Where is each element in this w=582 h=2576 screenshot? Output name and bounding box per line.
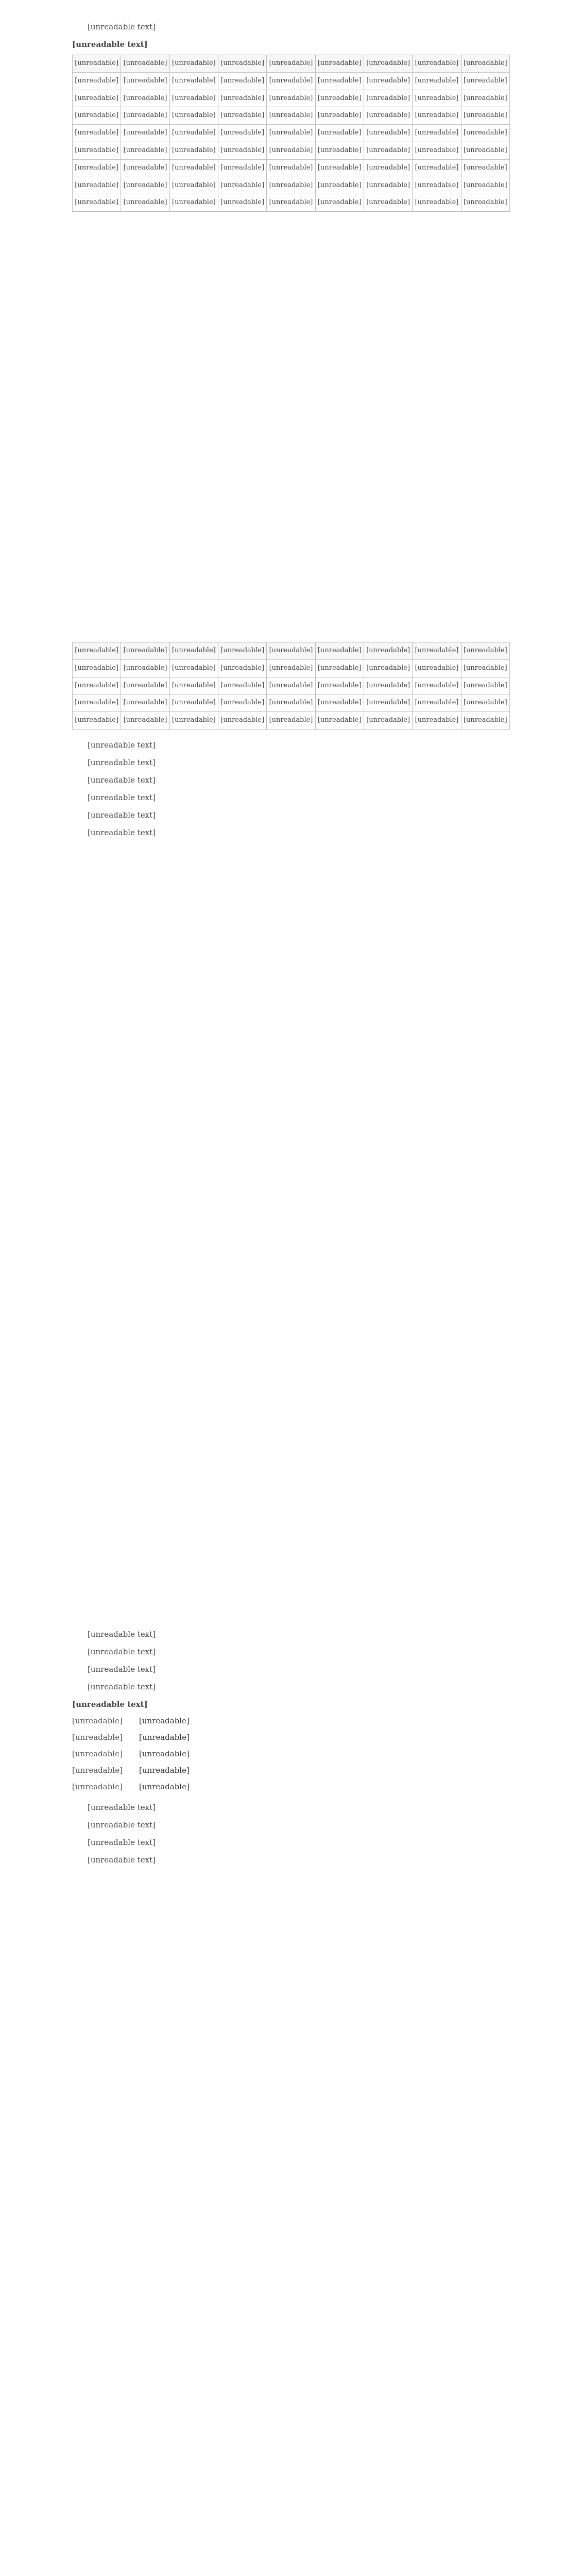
table-row	[73, 677, 510, 694]
table-cell: [unreadable]	[413, 159, 461, 177]
table-cell: [unreadable]	[413, 677, 461, 694]
paragraph: [unreadable text]	[88, 1647, 156, 1656]
table-header-cell: [unreadable]	[364, 55, 412, 73]
table-cell: [unreadable]	[315, 125, 364, 142]
table-cell: [unreadable]	[315, 194, 364, 212]
table-cell: [unreadable]	[73, 159, 121, 177]
table-cell: [unreadable]	[169, 712, 218, 730]
table-cell: [unreadable]	[364, 694, 412, 712]
table-cell: [unreadable]	[218, 194, 266, 212]
table-header-cell: [unreadable]	[169, 55, 218, 73]
table-cell: [unreadable]	[413, 72, 461, 90]
table-header-cell: [unreadable]	[73, 642, 121, 660]
bank-info-value: [unreadable]	[139, 1782, 190, 1791]
table-cell: [unreadable]	[267, 694, 315, 712]
table-cell: [unreadable]	[413, 659, 461, 677]
paragraph: [unreadable text]	[88, 1855, 156, 1865]
table-row	[73, 659, 510, 677]
table-cell: [unreadable]	[413, 194, 461, 212]
bank-info-value: [unreadable]	[139, 1749, 190, 1758]
paragraph: [unreadable text]	[88, 1803, 156, 1812]
document-page-3	[72, 1628, 510, 1871]
table-cell: [unreadable]	[315, 107, 364, 125]
table-header-row	[73, 55, 510, 73]
table-cell: [unreadable]	[315, 72, 364, 90]
table-cell: [unreadable]	[121, 125, 169, 142]
table-cell: [unreadable]	[364, 107, 412, 125]
table-cell: [unreadable]	[73, 90, 121, 107]
table-cell: [unreadable]	[461, 142, 509, 159]
table-row	[73, 142, 510, 159]
table-cell: [unreadable]	[315, 90, 364, 107]
bank-info-value: [unreadable]	[139, 1733, 190, 1742]
table-cell: [unreadable]	[73, 694, 121, 712]
bank-info	[72, 1715, 510, 1793]
table-cell: [unreadable]	[315, 142, 364, 159]
table-cell: [unreadable]	[413, 125, 461, 142]
table-header-cell: [unreadable]	[461, 642, 509, 660]
table-cell: [unreadable]	[73, 177, 121, 194]
table-row	[73, 694, 510, 712]
bid-sections-continued-table	[72, 642, 510, 730]
table-cell: [unreadable]	[364, 159, 412, 177]
table-cell: [unreadable]	[218, 107, 266, 125]
table-header-cell: [unreadable]	[218, 55, 266, 73]
bank-info-key: [unreadable]	[72, 1766, 123, 1775]
table-cell: [unreadable]	[218, 72, 266, 90]
document-page-1	[72, 21, 510, 221]
table-cell: [unreadable]	[364, 72, 412, 90]
table-header-cell: [unreadable]	[218, 642, 266, 660]
table-cell: [unreadable]	[169, 659, 218, 677]
table-cell: [unreadable]	[169, 142, 218, 159]
table-header-cell: [unreadable]	[315, 642, 364, 660]
table-header-cell: [unreadable]	[169, 642, 218, 660]
table-cell: [unreadable]	[218, 90, 266, 107]
table-header-cell: [unreadable]	[267, 55, 315, 73]
table-cell: [unreadable]	[267, 125, 315, 142]
table-cell: [unreadable]	[169, 677, 218, 694]
paragraph: [unreadable text]	[88, 1682, 156, 1691]
table-header-cell: [unreadable]	[315, 55, 364, 73]
table-cell: [unreadable]	[364, 712, 412, 730]
table-cell: [unreadable]	[121, 90, 169, 107]
table-cell: [unreadable]	[121, 159, 169, 177]
table-cell: [unreadable]	[267, 177, 315, 194]
table-header-cell: [unreadable]	[461, 55, 509, 73]
table-cell: [unreadable]	[267, 712, 315, 730]
table-cell: [unreadable]	[461, 177, 509, 194]
table-cell: [unreadable]	[315, 712, 364, 730]
paragraph: [unreadable text]	[88, 792, 156, 802]
paragraph: [unreadable text]	[88, 827, 156, 837]
table-row	[73, 90, 510, 107]
bank-info-key: [unreadable]	[72, 1782, 123, 1791]
table-cell: [unreadable]	[364, 677, 412, 694]
table-cell: [unreadable]	[121, 712, 169, 730]
table-header-row	[73, 642, 510, 660]
table-cell: [unreadable]	[218, 177, 266, 194]
table-cell: [unreadable]	[73, 659, 121, 677]
section-4-title: [unreadable text]	[72, 1700, 148, 1709]
table-row	[73, 177, 510, 194]
bank-info-value: [unreadable]	[139, 1716, 190, 1725]
table-cell: [unreadable]	[73, 712, 121, 730]
table-cell: [unreadable]	[73, 72, 121, 90]
table-cell: [unreadable]	[73, 677, 121, 694]
table-cell: [unreadable]	[121, 72, 169, 90]
table-cell: [unreadable]	[218, 659, 266, 677]
table-cell: [unreadable]	[169, 90, 218, 107]
table-row	[73, 107, 510, 125]
paragraph: [unreadable text]	[88, 1630, 156, 1639]
table-cell: [unreadable]	[267, 107, 315, 125]
table-cell: [unreadable]	[169, 159, 218, 177]
table-row	[73, 712, 510, 730]
paragraph: [unreadable text]	[88, 1820, 156, 1829]
table-cell: [unreadable]	[218, 694, 266, 712]
table-cell: [unreadable]	[121, 107, 169, 125]
paragraph: [unreadable text]	[88, 757, 156, 767]
table-cell: [unreadable]	[121, 142, 169, 159]
table-cell: [unreadable]	[267, 677, 315, 694]
table-cell: [unreadable]	[169, 177, 218, 194]
table-cell: [unreadable]	[413, 177, 461, 194]
table-row	[73, 159, 510, 177]
table-header-cell: [unreadable]	[413, 642, 461, 660]
table-cell: [unreadable]	[121, 659, 169, 677]
table-cell: [unreadable]	[73, 194, 121, 212]
table-cell: [unreadable]	[364, 659, 412, 677]
table-header-cell: [unreadable]	[267, 642, 315, 660]
table-cell: [unreadable]	[364, 90, 412, 107]
table-cell: [unreadable]	[73, 125, 121, 142]
table-cell: [unreadable]	[121, 194, 169, 212]
table-cell: [unreadable]	[315, 677, 364, 694]
table-cell: [unreadable]	[315, 694, 364, 712]
table-cell: [unreadable]	[73, 142, 121, 159]
table-cell: [unreadable]	[315, 659, 364, 677]
table-cell: [unreadable]	[267, 142, 315, 159]
table-cell: [unreadable]	[73, 107, 121, 125]
table-cell: [unreadable]	[461, 72, 509, 90]
table-cell: [unreadable]	[461, 159, 509, 177]
table-cell: [unreadable]	[169, 107, 218, 125]
table-cell: [unreadable]	[364, 142, 412, 159]
table-cell: [unreadable]	[169, 125, 218, 142]
table-cell: [unreadable]	[413, 90, 461, 107]
paragraph: [unreadable text]	[88, 740, 156, 750]
table-cell: [unreadable]	[218, 125, 266, 142]
table-header-cell: [unreadable]	[121, 642, 169, 660]
table-cell: [unreadable]	[218, 142, 266, 159]
bank-info-value: [unreadable]	[139, 1766, 190, 1775]
bid-sections-table	[72, 55, 510, 212]
table-header-cell: [unreadable]	[121, 55, 169, 73]
bank-info-key: [unreadable]	[72, 1716, 123, 1725]
table-cell: [unreadable]	[413, 142, 461, 159]
table-cell: [unreadable]	[461, 125, 509, 142]
intro-paragraph: [unreadable text]	[88, 22, 156, 31]
table-cell: [unreadable]	[267, 194, 315, 212]
table-cell: [unreadable]	[461, 90, 509, 107]
table-cell: [unreadable]	[461, 194, 509, 212]
table-cell: [unreadable]	[169, 694, 218, 712]
paragraph: [unreadable text]	[88, 775, 156, 785]
table-cell: [unreadable]	[169, 72, 218, 90]
table-cell: [unreadable]	[461, 107, 509, 125]
table-cell: [unreadable]	[267, 659, 315, 677]
table-header-cell: [unreadable]	[364, 642, 412, 660]
paragraph: [unreadable text]	[88, 1838, 156, 1847]
table-cell: [unreadable]	[461, 677, 509, 694]
table-cell: [unreadable]	[169, 194, 218, 212]
table-cell: [unreadable]	[364, 177, 412, 194]
paragraph: [unreadable text]	[88, 1665, 156, 1674]
table-cell: [unreadable]	[413, 712, 461, 730]
table-cell: [unreadable]	[413, 107, 461, 125]
table-cell: [unreadable]	[267, 90, 315, 107]
table-cell: [unreadable]	[413, 694, 461, 712]
table-row	[73, 72, 510, 90]
table-cell: [unreadable]	[121, 694, 169, 712]
table-cell: [unreadable]	[121, 177, 169, 194]
table-cell: [unreadable]	[461, 712, 509, 730]
table-header-cell: [unreadable]	[413, 55, 461, 73]
table-cell: [unreadable]	[218, 712, 266, 730]
table-cell: [unreadable]	[267, 72, 315, 90]
table-row	[73, 194, 510, 212]
table-cell: [unreadable]	[267, 159, 315, 177]
table-cell: [unreadable]	[364, 125, 412, 142]
document-page-2	[72, 639, 510, 844]
table-cell: [unreadable]	[121, 677, 169, 694]
section-1-title: [unreadable text]	[72, 40, 148, 49]
table-cell: [unreadable]	[218, 677, 266, 694]
bank-info-key: [unreadable]	[72, 1733, 123, 1742]
table-cell: [unreadable]	[218, 159, 266, 177]
bank-info-key: [unreadable]	[72, 1749, 123, 1758]
paragraph: [unreadable text]	[88, 810, 156, 820]
table-cell: [unreadable]	[461, 659, 509, 677]
table-cell: [unreadable]	[315, 177, 364, 194]
table-cell: [unreadable]	[364, 194, 412, 212]
table-cell: [unreadable]	[315, 159, 364, 177]
table-header-cell: [unreadable]	[73, 55, 121, 73]
table-row	[73, 125, 510, 142]
table-cell: [unreadable]	[461, 694, 509, 712]
